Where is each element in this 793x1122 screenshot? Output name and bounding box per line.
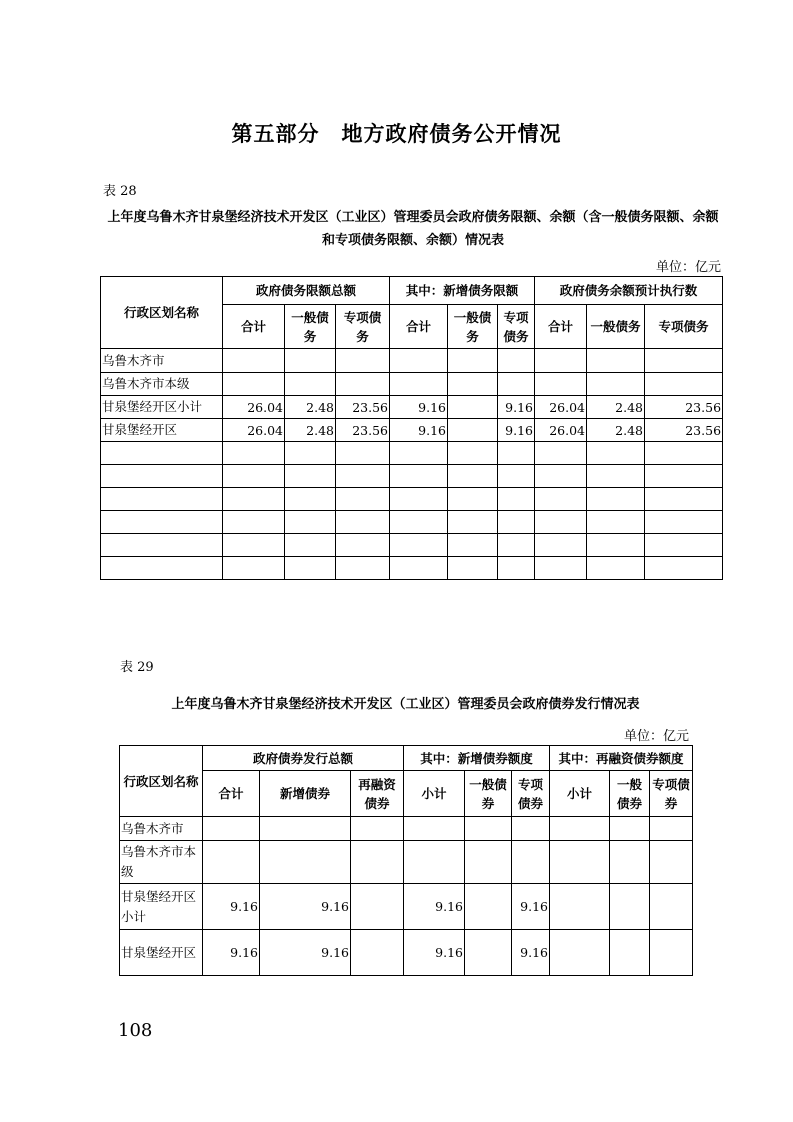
- value-cell: [336, 373, 390, 396]
- table-row: [120, 930, 693, 976]
- region-name-cell: [101, 534, 223, 557]
- value-cell: [223, 488, 285, 511]
- value-cell: [390, 442, 448, 465]
- region-name-cell: 甘泉堡经开区小计: [120, 884, 203, 930]
- value-cell: [498, 557, 535, 580]
- value-cell: [650, 841, 693, 884]
- value-cell: [587, 557, 645, 580]
- value-cell: [448, 442, 498, 465]
- value-cell: [498, 511, 535, 534]
- table-row: [101, 396, 723, 419]
- region-name-cell: 甘泉堡经开区: [101, 419, 223, 442]
- value-cell: [535, 373, 587, 396]
- value-cell: [351, 817, 404, 841]
- value-cell: [448, 396, 498, 419]
- value-cell: [448, 511, 498, 534]
- value-cell: [645, 442, 723, 465]
- value-cell: [645, 373, 723, 396]
- value-cell: [336, 349, 390, 373]
- region-name-cell: [101, 442, 223, 465]
- table-29-unit: 单位：亿元: [623, 729, 689, 744]
- value-cell: [223, 511, 285, 534]
- value-cell: [610, 841, 650, 884]
- region-name-cell: [101, 557, 223, 580]
- value-cell: [203, 817, 260, 841]
- table-29-title: 上年度乌鲁木齐甘泉堡经济技术开发区（工业区）管理委员会政府债券发行情况表: [171, 697, 640, 712]
- value-cell: [465, 841, 512, 884]
- header-general-bonds: 一般债券: [610, 771, 650, 817]
- table-row: [101, 511, 723, 534]
- region-name-cell: [101, 488, 223, 511]
- header-total: 合计: [390, 305, 448, 349]
- table-28-body: [101, 349, 723, 580]
- value-cell: 2.48: [285, 419, 336, 442]
- value-cell: [285, 511, 336, 534]
- value-cell: [535, 349, 587, 373]
- value-cell: [465, 884, 512, 930]
- header-subtotal: 小计: [550, 771, 610, 817]
- header-new-debt-limit: 其中：新增债务限额: [390, 277, 535, 305]
- header-debt-balance-forecast: 政府债务余额预计执行数: [535, 277, 723, 305]
- value-cell: 26.04: [223, 396, 285, 419]
- region-name-cell: [101, 465, 223, 488]
- value-cell: [285, 349, 336, 373]
- region-name-cell: 甘泉堡经开区小计: [101, 396, 223, 419]
- table-28-unit: 单位：亿元: [655, 260, 721, 275]
- value-cell: 9.16: [498, 419, 535, 442]
- value-cell: [223, 465, 285, 488]
- value-cell: 26.04: [535, 396, 587, 419]
- header-new-bonds: 新增债券: [260, 771, 351, 817]
- value-cell: [260, 817, 351, 841]
- value-cell: [390, 373, 448, 396]
- header-total: 合计: [535, 305, 587, 349]
- value-cell: [498, 373, 535, 396]
- value-cell: [512, 841, 550, 884]
- table-row: [101, 442, 723, 465]
- value-cell: [645, 511, 723, 534]
- header-general-debt: 一般债务: [285, 305, 336, 349]
- value-cell: [465, 817, 512, 841]
- table-row: [101, 534, 723, 557]
- value-cell: 26.04: [535, 419, 587, 442]
- header-special-bonds: 专项债券: [650, 771, 693, 817]
- value-cell: [351, 930, 404, 976]
- table-row: [120, 884, 693, 930]
- value-cell: [223, 442, 285, 465]
- header-bond-issuance-total: 政府债券发行总额: [203, 746, 404, 771]
- value-cell: [404, 841, 465, 884]
- value-cell: [645, 465, 723, 488]
- value-cell: [336, 511, 390, 534]
- table-28: [100, 276, 723, 580]
- value-cell: [404, 817, 465, 841]
- header-new-bond-quota: 其中：新增债券额度: [404, 746, 550, 771]
- header-debt-limit-total: 政府债务限额总额: [223, 277, 390, 305]
- value-cell: [610, 884, 650, 930]
- region-name-cell: 乌鲁木齐市: [120, 817, 203, 841]
- header-special-debt: 专项债务: [498, 305, 535, 349]
- value-cell: [223, 373, 285, 396]
- region-name-cell: 乌鲁木齐市本级: [120, 841, 203, 884]
- value-cell: [203, 841, 260, 884]
- value-cell: 9.16: [260, 930, 351, 976]
- value-cell: [587, 465, 645, 488]
- value-cell: [587, 534, 645, 557]
- value-cell: [587, 442, 645, 465]
- value-cell: [535, 465, 587, 488]
- value-cell: [498, 534, 535, 557]
- value-cell: [587, 373, 645, 396]
- table-28-title: 上年度乌鲁木齐甘泉堡经济技术开发区（工业区）管理委员会政府债务限额、余额（含一般债务限额、余额和专项债务限额、余额）情况表: [107, 210, 719, 248]
- header-total: 合计: [203, 771, 260, 817]
- value-cell: 9.16: [498, 396, 535, 419]
- header-special-debt: 专项债务: [336, 305, 390, 349]
- region-name-cell: 甘泉堡经开区: [120, 930, 203, 976]
- value-cell: [448, 465, 498, 488]
- value-cell: [260, 841, 351, 884]
- value-cell: [587, 488, 645, 511]
- value-cell: [336, 465, 390, 488]
- value-cell: [223, 349, 285, 373]
- table-row: [101, 349, 723, 373]
- value-cell: [223, 557, 285, 580]
- value-cell: [535, 442, 587, 465]
- table-row: [101, 419, 723, 442]
- value-cell: [465, 930, 512, 976]
- value-cell: [645, 488, 723, 511]
- header-subtotal: 小计: [404, 771, 465, 817]
- value-cell: [498, 465, 535, 488]
- value-cell: [351, 884, 404, 930]
- table-29-body: [120, 817, 693, 976]
- value-cell: [285, 557, 336, 580]
- value-cell: [650, 817, 693, 841]
- value-cell: [285, 442, 336, 465]
- value-cell: [336, 488, 390, 511]
- value-cell: 2.48: [587, 396, 645, 419]
- value-cell: [285, 465, 336, 488]
- value-cell: [448, 488, 498, 511]
- value-cell: 2.48: [285, 396, 336, 419]
- value-cell: [336, 534, 390, 557]
- value-cell: 23.56: [336, 419, 390, 442]
- region-name-cell: [101, 511, 223, 534]
- value-cell: 9.16: [203, 884, 260, 930]
- header-refinancing-bond-quota: 其中：再融资债券额度: [550, 746, 693, 771]
- header-special-bonds: 专项债券: [512, 771, 550, 817]
- value-cell: [550, 884, 610, 930]
- value-cell: [285, 373, 336, 396]
- table-row: [101, 488, 723, 511]
- table-29-label: 表 29: [120, 660, 154, 675]
- value-cell: [285, 534, 336, 557]
- value-cell: [351, 841, 404, 884]
- table-28-label: 表 28: [103, 184, 137, 199]
- value-cell: [390, 465, 448, 488]
- table-29: [119, 745, 693, 976]
- value-cell: [336, 557, 390, 580]
- value-cell: [448, 419, 498, 442]
- value-cell: [390, 511, 448, 534]
- value-cell: 9.16: [390, 419, 448, 442]
- header-region-name: 行政区划名称: [101, 277, 223, 349]
- page-title: 第五部分 地方政府债务公开情况: [231, 121, 562, 146]
- value-cell: [223, 534, 285, 557]
- value-cell: 2.48: [587, 419, 645, 442]
- table-row: [120, 841, 693, 884]
- value-cell: [535, 557, 587, 580]
- value-cell: [498, 349, 535, 373]
- value-cell: [390, 534, 448, 557]
- region-name-cell: 乌鲁木齐市: [101, 349, 223, 373]
- value-cell: [285, 488, 336, 511]
- header-special-debt: 专项债务: [645, 305, 723, 349]
- page-number: 108: [118, 1020, 153, 1041]
- value-cell: [587, 349, 645, 373]
- value-cell: 9.16: [203, 930, 260, 976]
- value-cell: [448, 534, 498, 557]
- value-cell: 23.56: [645, 396, 723, 419]
- value-cell: [512, 817, 550, 841]
- value-cell: 9.16: [390, 396, 448, 419]
- value-cell: [448, 557, 498, 580]
- header-general-debt: 一般债务: [587, 305, 645, 349]
- header-total: 合计: [223, 305, 285, 349]
- value-cell: 23.56: [645, 419, 723, 442]
- table-row: [101, 373, 723, 396]
- value-cell: [498, 442, 535, 465]
- value-cell: [650, 930, 693, 976]
- value-cell: [535, 488, 587, 511]
- header-region-name: 行政区划名称: [120, 746, 203, 817]
- value-cell: [550, 817, 610, 841]
- table-row: [101, 557, 723, 580]
- value-cell: [610, 817, 650, 841]
- value-cell: [550, 930, 610, 976]
- value-cell: [336, 442, 390, 465]
- value-cell: 9.16: [260, 884, 351, 930]
- value-cell: [498, 488, 535, 511]
- value-cell: [645, 534, 723, 557]
- value-cell: 9.16: [404, 884, 465, 930]
- value-cell: [535, 534, 587, 557]
- value-cell: [645, 349, 723, 373]
- value-cell: [650, 884, 693, 930]
- value-cell: 9.16: [404, 930, 465, 976]
- header-general-debt: 一般债务: [448, 305, 498, 349]
- table-row: [120, 817, 693, 841]
- value-cell: [390, 488, 448, 511]
- header-refinancing-bonds: 再融资债券: [351, 771, 404, 817]
- value-cell: [645, 557, 723, 580]
- value-cell: [390, 557, 448, 580]
- value-cell: 26.04: [223, 419, 285, 442]
- value-cell: [550, 841, 610, 884]
- table-row: [101, 465, 723, 488]
- value-cell: [535, 511, 587, 534]
- region-name-cell: 乌鲁木齐市本级: [101, 373, 223, 396]
- value-cell: [390, 349, 448, 373]
- value-cell: [448, 373, 498, 396]
- value-cell: [610, 930, 650, 976]
- value-cell: 9.16: [512, 884, 550, 930]
- header-general-bonds: 一般债券: [465, 771, 512, 817]
- value-cell: 23.56: [336, 396, 390, 419]
- value-cell: [587, 511, 645, 534]
- value-cell: 9.16: [512, 930, 550, 976]
- value-cell: [448, 349, 498, 373]
